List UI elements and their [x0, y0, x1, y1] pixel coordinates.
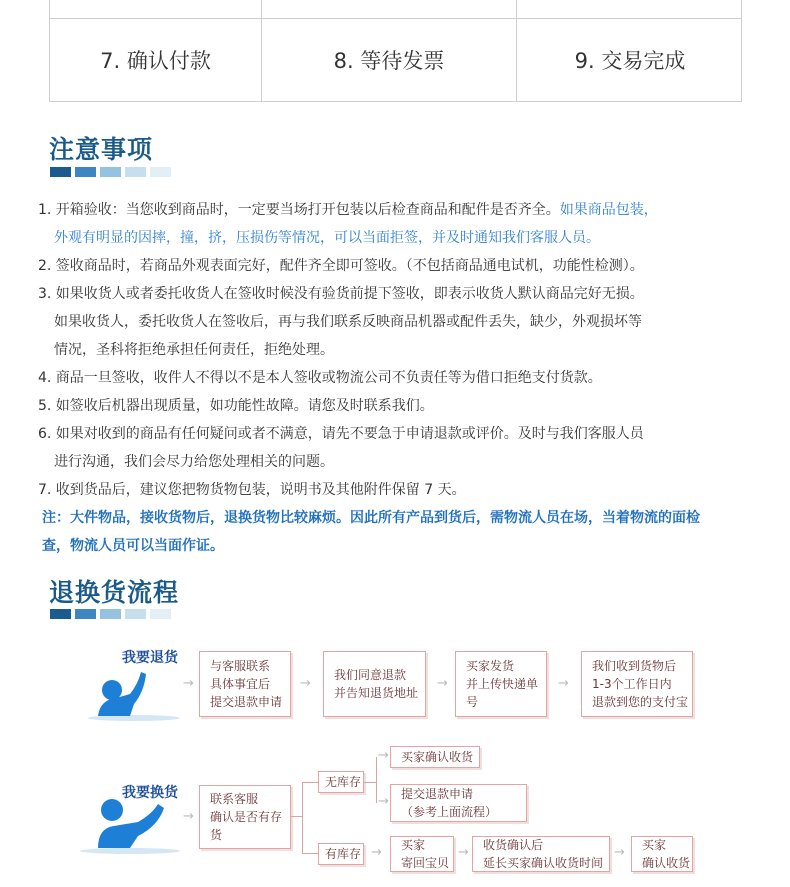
notice-item: 外观有明显的因摔，撞，挤，压损伤等情况，可以当面拒签，并及时通知我们客服人员。 [54, 230, 600, 246]
in-stock-box: 有库存 [318, 843, 364, 865]
connector [302, 782, 318, 783]
refund-step-3: 买家发货 并上传快递单号 [455, 651, 547, 717]
notice-item: 4. 商品一旦签收，收件人不得以不是本人签收或物流公司不负责任等为借口拒绝支付货款。 [38, 370, 602, 386]
refund-step-4: 我们收到货物后 1-3个工作日内 退款到您的支付宝 [581, 651, 693, 717]
person-refund-icon [86, 664, 184, 722]
arrow-icon: → [437, 676, 448, 691]
arrow-icon: → [458, 845, 469, 860]
final-note: 查，物流人员可以当面作证。 [42, 538, 224, 554]
steps-table [49, 0, 742, 102]
exchange-step-contact: 联系客服 确认是否有存货 [199, 785, 291, 849]
returns-swatches [50, 609, 171, 619]
arrow-icon: → [614, 845, 625, 860]
connector [302, 853, 318, 854]
arrow-icon: → [378, 794, 389, 809]
no-stock-confirm: 买家确认收货 [390, 746, 480, 768]
exchange-label: 我要换货 [122, 785, 178, 801]
no-stock-refund: 提交退款申请 （参考上面流程） [390, 784, 527, 822]
arrow-icon: → [183, 676, 194, 691]
connector [302, 782, 303, 854]
step-await-invoice: 8. 等待发票 [333, 49, 445, 73]
step-transaction-complete: 9. 交易完成 [574, 49, 686, 73]
person-exchange-icon [78, 796, 188, 856]
refund-label: 我要退货 [122, 650, 178, 666]
in-stock-confirm: 买家 确认收货 [631, 836, 693, 872]
notice-item: 5. 如签收后机器出现质量，如功能性故障。请您及时联系我们。 [38, 398, 434, 414]
returns-title: 退换货流程 [49, 578, 180, 607]
steps-table-top-row [50, 0, 741, 19]
in-stock-extend: 收货确认后 延长买家确认收货时间 [472, 836, 610, 872]
refund-step-2: 我们同意退款 并告知退货地址 [323, 651, 426, 717]
arrow-icon: → [371, 845, 382, 860]
no-stock-box: 无库存 [318, 771, 364, 793]
notice-item: 1. 开箱验收：当您收到商品时，一定要当场打开包装以后检查商品和配件是否齐全。如果商品包装， [38, 202, 658, 218]
notice-item: 进行沟通，我们会尽力给您处理相关的问题。 [54, 454, 334, 470]
arrow-icon: → [558, 676, 569, 691]
connector [376, 757, 377, 803]
notice-swatches [50, 167, 171, 177]
notice-item: 情况，圣科将拒绝承担任何责任，拒绝处理。 [54, 342, 334, 358]
notice-item: 6. 如果对收到的商品有任何疑问或者不满意，请先不要急于申请退款或评价。及时与我们客服人员 [38, 426, 644, 442]
connector [364, 782, 376, 783]
final-note: 注：大件物品，接收货物后，退换货物比较麻烦。因此所有产品到货后，需物流人员在场，当着物流的面检 [42, 510, 700, 526]
refund-step-1: 与客服联系 具体事宜后 提交退款申请 [199, 651, 291, 717]
notice-list [38, 196, 758, 560]
notice-item: 3. 如果收货人或者委托收货人在签收时候没有验货前提下签收，即表示收货人默认商品完好无损。 [38, 286, 644, 302]
arrow-icon: → [183, 809, 194, 824]
notice-item: 如果收货人，委托收货人在签收后，再与我们联系反映商品机器或配件丢失，缺少，外观损坏等 [54, 314, 642, 330]
notice-title: 注意事项 [49, 135, 154, 164]
step-confirm-payment: 7. 确认付款 [100, 49, 211, 73]
notice-item: 7. 收到货品后，建议您把物货物包装，说明书及其他附件保留 7 天。 [38, 482, 466, 498]
arrow-icon: → [300, 676, 311, 691]
in-stock-return: 买家 寄回宝贝 [390, 836, 454, 872]
notice-item: 2. 签收商品时，若商品外观表面完好，配件齐全即可签收。（不包括商品通电试机，功能性检测）。 [38, 258, 644, 274]
arrow-icon: → [378, 748, 389, 763]
